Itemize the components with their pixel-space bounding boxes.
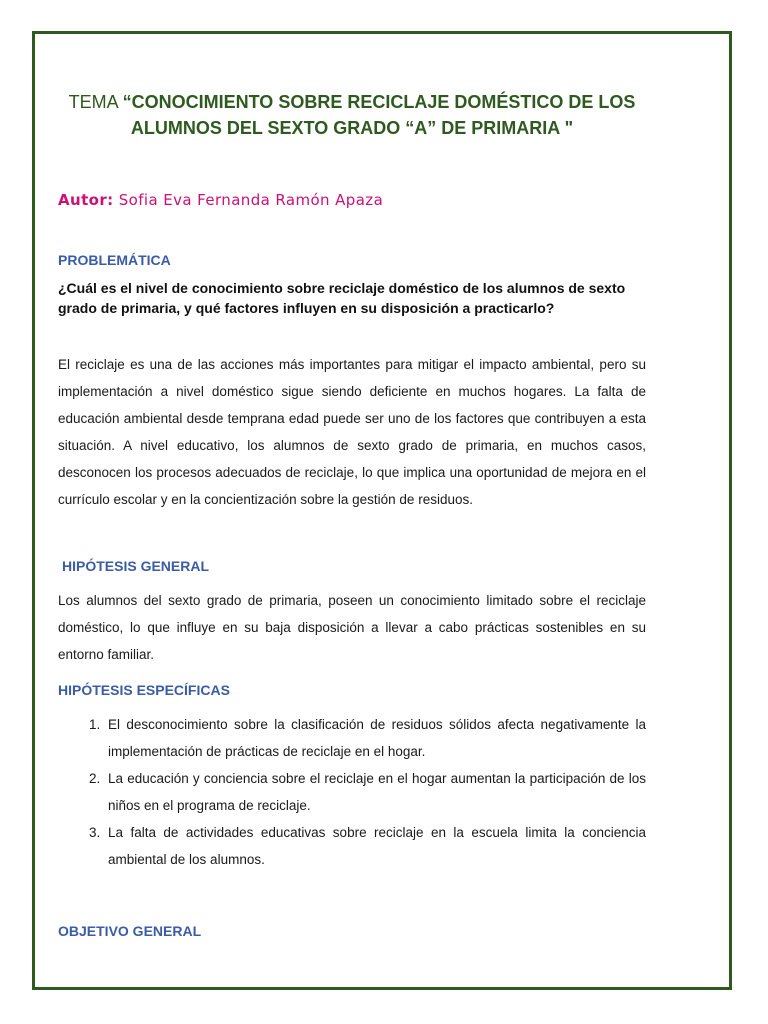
author-label: Autor:	[58, 191, 114, 209]
list-item: 1. El desconocimiento sobre la clasificación de residuos sólidos afecta negativamente la implementación de prácticas de reciclaje en el hogar.	[104, 711, 646, 765]
heading-hipotesis-especificas: HIPÓTESIS ESPECÍFICAS	[58, 682, 230, 698]
title-text: “CONOCIMIENTO SOBRE RECICLAJE DOMÉSTICO DE LOS ALUMNOS DEL SEXTO GRADO “A” DE PRIMARIA "	[122, 92, 636, 138]
problem-paragraph: El reciclaje es una de las acciones más importantes para mitigar el impacto ambiental, pero su implementación a nivel doméstico sigue siendo deficiente en muchos hogares. La falta de educación ambiental desde temprana edad puede ser uno de los factores que contribuyen a esta situación. A nivel educativo, los alumnos de sexto grado de primaria, en muchos casos, desconocen los procesos adecuados de reciclaje, lo que implica una oportunidad de mejora en el currículo escolar y en la concientización sobre la gestión de residuos.	[58, 357, 646, 507]
document-content	[58, 55, 646, 939]
title-prefix: TEMA	[68, 92, 123, 112]
heading-hipotesis-general: HIPÓTESIS GENERAL	[62, 558, 210, 574]
heading-objetivo-general: OBJETIVO GENERAL	[58, 923, 202, 939]
hipotesis-especificas-list	[58, 711, 646, 873]
problem-question: ¿Cuál es el nivel de conocimiento sobre reciclaje doméstico de los alumnos de sexto grado de primaria, y qué factores influyen en su disposición a practicarlo?	[58, 280, 626, 316]
document-title	[58, 89, 646, 141]
list-item: 3. La falta de actividades educativas sobre reciclaje en la escuela limita la conciencia ambiental de los alumnos.	[104, 819, 646, 873]
list-item: 2. La educación y conciencia sobre el reciclaje en el hogar aumentan la participación de los niños en el programa de reciclaje.	[104, 765, 646, 819]
heading-problematica: PROBLEMÁTICA	[58, 252, 171, 268]
author-name: Sofia Eva Fernanda Ramón Apaza	[113, 191, 384, 209]
hipotesis-general-paragraph: Los alumnos del sexto grado de primaria, poseen un conocimiento limitado sobre el reciclaje doméstico, lo que influye en su baja disposición a llevar a cabo prácticas sostenibles en su entorno familiar.	[58, 593, 646, 662]
author-line	[58, 191, 646, 209]
